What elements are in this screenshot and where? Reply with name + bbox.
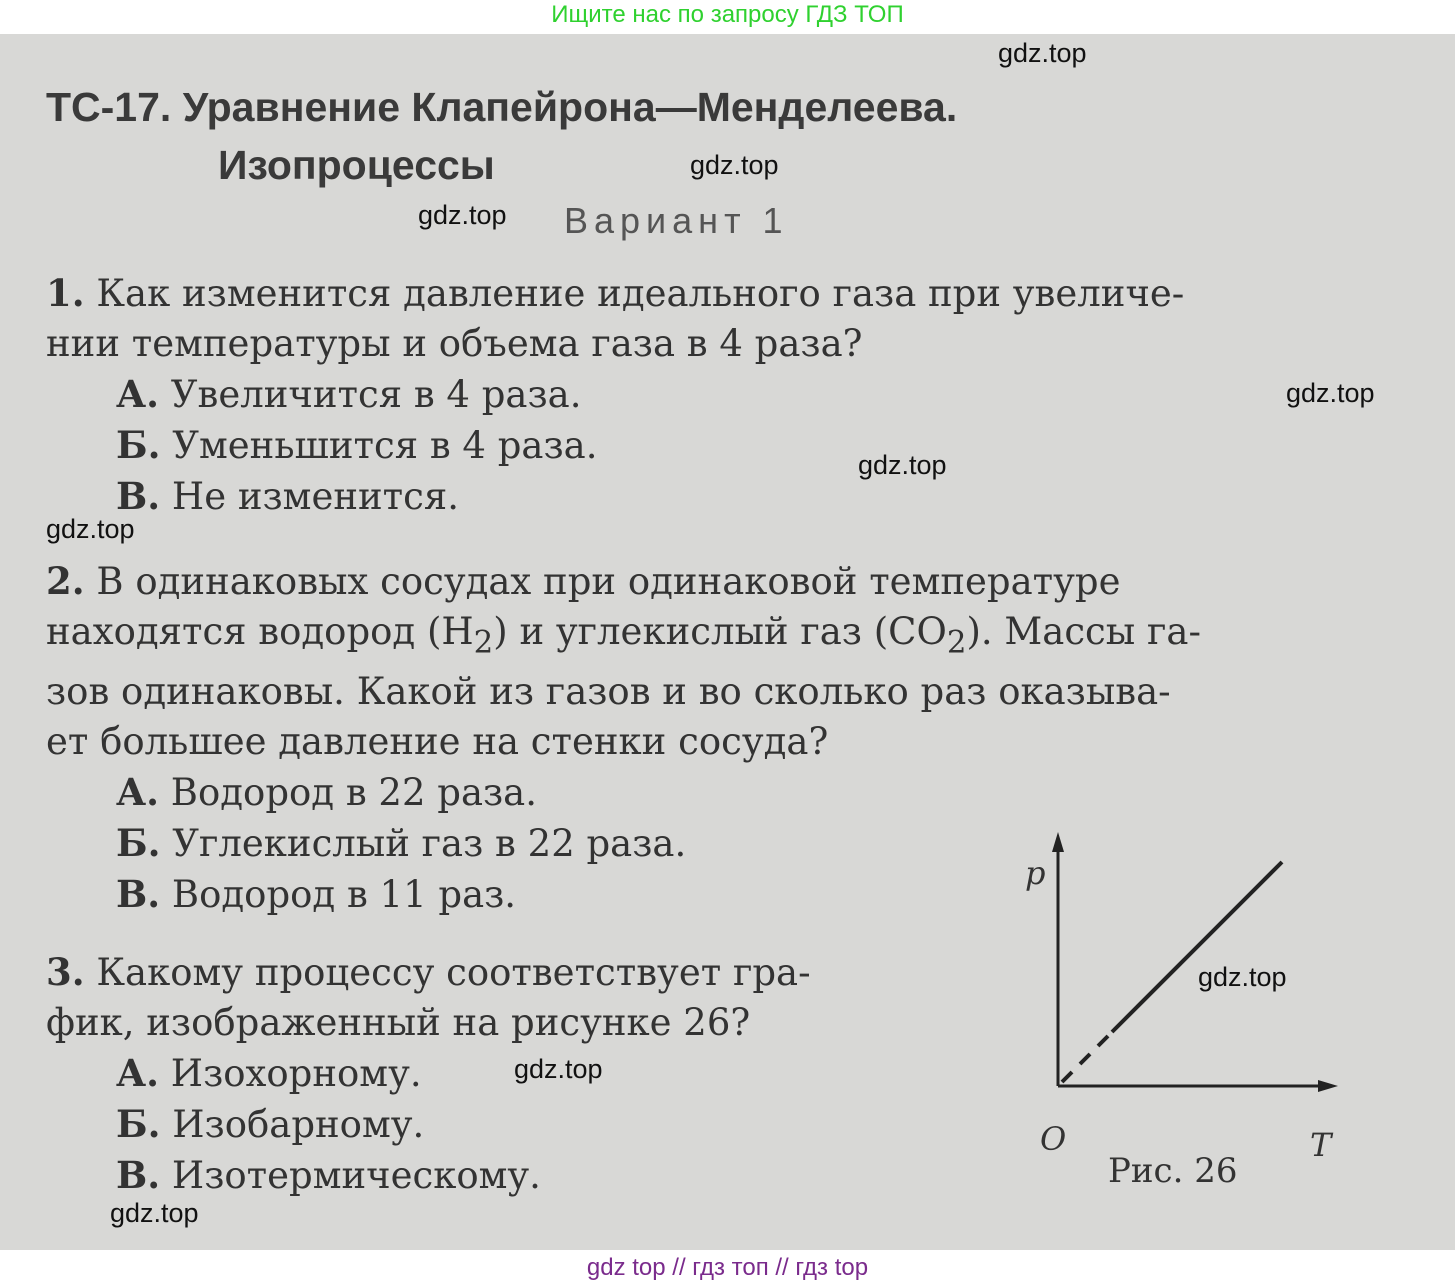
option-text: Изохорному. bbox=[170, 1052, 422, 1095]
option-text: Водород в 22 раза. bbox=[170, 771, 538, 815]
top-banner: Ищите нас по запросу ГДЗ ТОП bbox=[0, 0, 1455, 34]
option-text: Увеличится в 4 раза. bbox=[170, 373, 582, 416]
option-text: Изобарному. bbox=[172, 1103, 425, 1146]
option-letter: В. bbox=[116, 872, 161, 917]
question-3-line-2: фик, изображенный на рисунке 26? bbox=[46, 1001, 751, 1044]
graph-line bbox=[1112, 862, 1282, 1032]
bottom-banner: gdz top // гдз топ // гдз top bbox=[0, 1250, 1455, 1287]
variant-heading: Вариант 1 bbox=[564, 200, 789, 241]
option-text: Изотермическому. bbox=[171, 1154, 541, 1197]
question-3 bbox=[46, 947, 946, 1201]
question-3-option-c bbox=[46, 1150, 946, 1201]
question-1 bbox=[46, 268, 1376, 522]
graph-dash bbox=[1098, 1036, 1108, 1046]
option-text: Уменьшится в 4 раза. bbox=[172, 424, 598, 467]
watermark: gdz.top bbox=[514, 1054, 603, 1084]
question-3-option-a bbox=[46, 1048, 946, 1099]
watermark: gdz.top bbox=[998, 38, 1087, 68]
watermark: gdz.top bbox=[1286, 378, 1375, 408]
option-letter: А. bbox=[116, 1051, 160, 1095]
option-text: Углекислый газ в 22 раза. bbox=[172, 822, 687, 866]
watermark: gdz.top bbox=[690, 150, 779, 180]
title-line-1: ТС-17. Уравнение Клапейрона—Менделеева. bbox=[46, 84, 958, 130]
question-2-number: 2. bbox=[46, 559, 85, 603]
subscript: 2 bbox=[473, 624, 494, 661]
question-1-number: 1. bbox=[46, 271, 85, 315]
option-text: Водород в 11 раз. bbox=[171, 873, 517, 917]
question-3-number: 3. bbox=[46, 950, 85, 994]
question-3-text-1: Какому процессу соответствует гра- bbox=[96, 951, 811, 994]
question-2-text-2a: находятся водород (H bbox=[46, 610, 474, 653]
option-letter: Б. bbox=[116, 423, 161, 467]
question-1-option-b bbox=[46, 420, 1376, 471]
question-2-option-a bbox=[46, 767, 1366, 818]
y-axis-arrow-icon bbox=[1052, 832, 1064, 852]
figure-caption: Рис. 26 bbox=[1108, 1151, 1238, 1191]
question-2-text-2c: ). Массы га- bbox=[966, 610, 1201, 653]
y-axis-label: p bbox=[1025, 854, 1046, 892]
x-axis-label: T bbox=[1310, 1126, 1332, 1164]
option-letter: А. bbox=[116, 770, 160, 815]
question-2-line-4: ет большее давление на стенки сосуда? bbox=[46, 720, 829, 764]
question-2-line-2 bbox=[46, 607, 1366, 667]
graph-dash bbox=[1080, 1054, 1090, 1064]
question-1-text-1: Как изменится давление идеального газа при увеличе- bbox=[96, 272, 1185, 315]
question-1-option-a bbox=[46, 369, 1376, 420]
question-3-line-1 bbox=[46, 947, 946, 998]
question-2-text-2b: ) и углекислый газ (CO bbox=[493, 610, 947, 653]
subscript: 2 bbox=[946, 624, 967, 661]
watermark: gdz.top bbox=[1198, 962, 1287, 992]
question-2-text-1: В одинаковых сосудах при одинаковой температуре bbox=[96, 560, 1121, 603]
option-letter: В. bbox=[116, 1153, 161, 1197]
question-1-line-2: нии температуры и объема газа в 4 раза? bbox=[46, 322, 863, 365]
title-line-2: Изопроцессы bbox=[218, 142, 495, 188]
question-2-line-3: зов одинаковы. Какой из газов и во сколько раз оказыва- bbox=[46, 670, 1171, 714]
watermark: gdz.top bbox=[418, 200, 507, 230]
option-letter: Б. bbox=[116, 821, 161, 866]
question-1-line-1 bbox=[46, 268, 1376, 319]
watermark: gdz.top bbox=[110, 1198, 199, 1228]
textbook-page bbox=[0, 34, 1455, 1250]
origin-label: O bbox=[1040, 1120, 1067, 1158]
question-3-option-b bbox=[46, 1099, 946, 1150]
question-1-option-c bbox=[46, 471, 1376, 522]
watermark: gdz.top bbox=[46, 514, 135, 544]
option-text: Не изменится. bbox=[171, 475, 459, 518]
option-letter: Б. bbox=[116, 1102, 161, 1146]
graph-dash bbox=[1062, 1072, 1072, 1082]
page-title bbox=[46, 78, 957, 194]
x-axis-arrow-icon bbox=[1318, 1080, 1338, 1092]
watermark: gdz.top bbox=[858, 450, 947, 480]
option-letter: А. bbox=[116, 372, 160, 416]
question-2-line-1 bbox=[46, 556, 1366, 607]
option-letter: В. bbox=[116, 474, 161, 518]
